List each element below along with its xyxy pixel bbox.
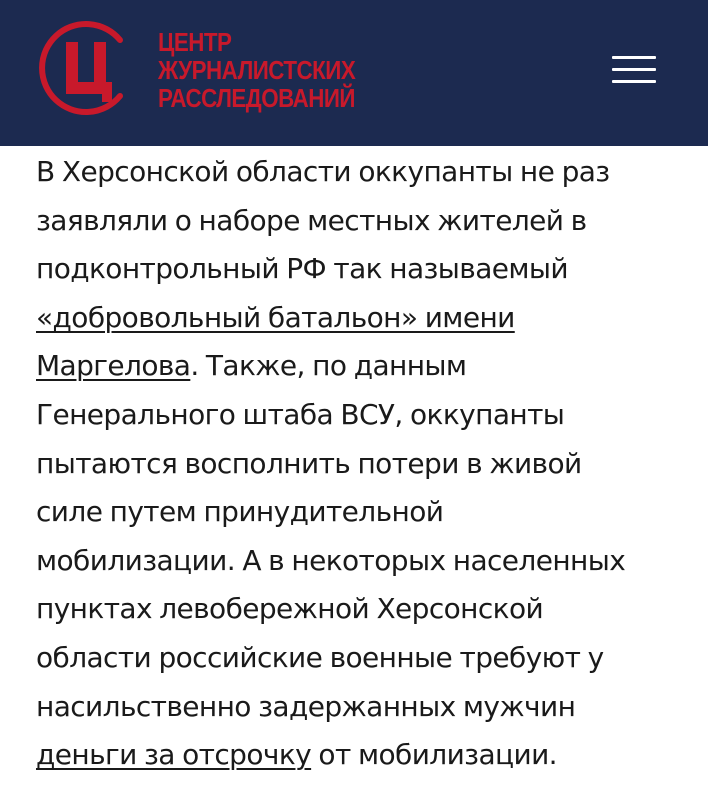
logo-icon[interactable]	[36, 18, 136, 118]
article-line: пытаются восполнить потери в живой	[36, 446, 582, 480]
logo-letter: Ц	[36, 18, 37, 19]
article-line: заявляли о наборе местных жителей в	[36, 203, 587, 237]
article-line: мобилизации. А в некоторых населенных	[36, 543, 626, 577]
logo-line-3: РАССЛЕДОВАНИЙ	[158, 83, 355, 113]
logo-line-2: ЖУРНАЛИСТСКИХ	[158, 55, 356, 85]
article-line: подконтрольный РФ так называемый	[36, 252, 569, 286]
deferral-money-link[interactable]: деньги за отсрочку	[36, 738, 312, 772]
article-text: от мобилизации.	[311, 738, 557, 772]
article-line: В Херсонской области оккупанты не раз	[36, 155, 610, 188]
logo-text[interactable]	[158, 28, 355, 112]
margelov-link[interactable]: Маргелова	[36, 349, 191, 383]
hamburger-menu-icon[interactable]	[606, 50, 662, 90]
article-line: Генерального штаба ВСУ, оккупанты	[36, 397, 565, 431]
site-header	[0, 0, 708, 146]
volunteer-battalion-link[interactable]: «добровольный батальон» имени	[36, 300, 515, 334]
menu-bar-bottom	[612, 80, 656, 83]
article-line: насильственно задержанных мужчин	[36, 689, 576, 723]
logo-line-1: ЦЕНТР	[158, 27, 232, 57]
article-line	[36, 342, 686, 391]
article-body	[36, 148, 686, 780]
article-line	[36, 294, 686, 343]
article-line: пунктах левобережной Херсонской	[36, 592, 544, 626]
menu-bar-middle	[612, 68, 656, 71]
article-text: . Также, по данным	[190, 349, 467, 383]
menu-bar-top	[612, 56, 656, 59]
article-line	[36, 731, 686, 780]
article-line: области российские военные требуют у	[36, 640, 604, 674]
article-line: силе путем принудительной	[36, 495, 444, 529]
